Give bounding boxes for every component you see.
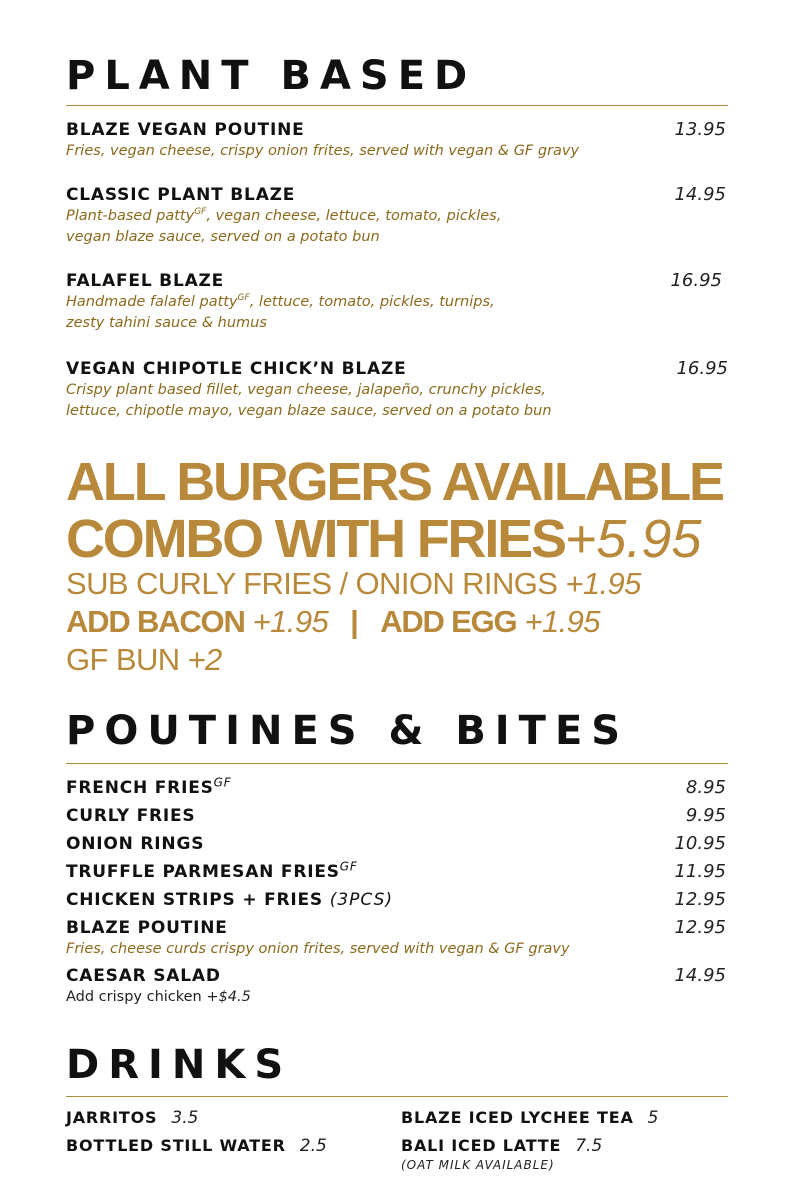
item-price: 16.95 [670, 270, 722, 291]
gluten-free-mark: GF [194, 207, 207, 218]
add-bacon-label: ADD BACON [66, 604, 245, 639]
item-quantity: (3PCS) [329, 890, 393, 910]
drink-name: BALI ICED LATTE [401, 1136, 562, 1155]
addon-price: +$4.5 [206, 989, 251, 1005]
item-price: 8.95 [685, 777, 726, 798]
item-name: FRENCH $FRIES^{GF}$ [66, 775, 232, 798]
item-description: Fries, cheese curds crispy onion frites, served with vegan & GF gravy [66, 941, 570, 957]
gf-bun-price: +2 [187, 642, 222, 677]
promo-combo-line: COMBO WITH FRIES+5.95 [66, 509, 702, 569]
drink-price: 5 [647, 1108, 659, 1128]
item-price: 16.95 [676, 358, 728, 379]
item-description-line-2: lettuce, chipotle mayo, vegan blaze sauce, served on a potato bun [66, 403, 552, 419]
item-price: 14.95 [674, 965, 726, 986]
section-divider [66, 1096, 728, 1097]
section-title-drinks: DRINKS [66, 1042, 293, 1088]
promo-headline: ALL BURGERS AVAILABLE [66, 452, 723, 512]
menu-item-blaze-vegan-poutine [66, 119, 728, 162]
item-addon: Add crispy chicken +$4.5 [66, 989, 251, 1005]
promo-addons-line [66, 606, 600, 637]
item-price: 10.95 [674, 833, 726, 854]
menu-item-french-fries [66, 777, 728, 799]
item-name: VEGAN CHIPOTLE CHICK’N BLAZE [66, 359, 407, 379]
item-price: 12.95 [674, 917, 726, 938]
item-price: 12.95 [674, 889, 726, 910]
item-price: 13.95 [674, 119, 726, 140]
item-description-line-2: vegan blaze sauce, served on a potato bun [66, 229, 380, 245]
item-name: ONION RINGS [66, 834, 205, 854]
item-name: BLAZE POUTINE [66, 918, 228, 938]
add-egg-label: ADD EGG [380, 604, 517, 639]
drink-name: BLAZE ICED LYCHEE TEA [401, 1108, 634, 1127]
drink-item-jarritos [66, 1108, 198, 1128]
item-name: CURLY FRIES [66, 806, 196, 826]
drink-price: 2.5 [299, 1136, 327, 1156]
drink-name: BOTTLED STILL WATER [66, 1136, 286, 1155]
add-bacon-price: +1.95 [252, 604, 329, 639]
drink-name: JARRITOS [66, 1108, 158, 1127]
drink-item-bali-iced-latte [401, 1136, 602, 1156]
gluten-free-mark: GF [339, 859, 358, 874]
item-description: Fries, vegan cheese, crispy onion frites, served with vegan & GF gravy [66, 143, 580, 159]
drink-item-bottled-still-water [66, 1136, 327, 1156]
drink-note-oat-milk: (OAT MILK AVAILABLE) [401, 1158, 555, 1172]
item-description-line-2: zesty tahini sauce & humus [66, 315, 267, 331]
item-name: BLAZE VEGAN POUTINE [66, 120, 305, 140]
section-title-poutines-bites: POUTINES & BITES [66, 708, 630, 754]
gluten-free-mark: GF [213, 775, 232, 790]
combo-price: +5.95 [564, 509, 702, 569]
section-divider [66, 763, 728, 764]
drink-item-blaze-iced-lychee-tea [401, 1108, 659, 1128]
promo-gf-bun-line: GF BUN +2 [66, 642, 222, 677]
sub-price: +1.95 [565, 566, 641, 601]
item-description: Crispy plant based fillet, vegan cheese, jalapeño, crunchy pickles, [66, 382, 546, 398]
item-price: 14.95 [674, 184, 726, 205]
menu-item-blaze-poutine [66, 917, 728, 960]
item-name: CAESAR SALAD [66, 966, 221, 986]
item-name: CHICKEN STRIPS + FRIES (3PCS) [66, 890, 393, 910]
menu-item-truffle-parmesan-fries [66, 861, 728, 883]
item-description: Handmade falafel patty$^{GF}$, lettuce, tomato, pickles, turnips, [66, 293, 495, 310]
item-description: Plant-based patty$^{GF}$, vegan cheese, lettuce, tomato, pickles, [66, 207, 502, 224]
item-price: 9.95 [685, 805, 726, 826]
section-title-plant-based: PLANT BASED [66, 53, 477, 99]
menu-item-onion-rings [66, 833, 728, 855]
menu-item-falafel-blaze [66, 270, 728, 334]
drink-price: 7.5 [575, 1136, 603, 1156]
section-divider [66, 105, 728, 106]
drink-price: 3.5 [171, 1108, 199, 1128]
menu-item-caesar-salad [66, 965, 728, 1008]
menu-item-curly-fries [66, 805, 728, 827]
menu-item-vegan-chipotle-chickn-blaze [66, 358, 728, 422]
gluten-free-mark: GF [237, 293, 250, 304]
add-egg-price: +1.95 [524, 604, 600, 639]
item-name: CLASSIC PLANT BLAZE [66, 185, 296, 205]
menu-item-chicken-strips-fries [66, 889, 728, 911]
item-name: TRUFFLE PARMESAN $FRIES^{GF}$ [66, 859, 358, 882]
addon-separator: | [350, 604, 359, 639]
promo-sub-fries-line: SUB CURLY FRIES / ONION RINGS +1.95 [66, 566, 641, 601]
item-price: 11.95 [674, 861, 726, 882]
item-name: FALAFEL BLAZE [66, 271, 225, 291]
menu-item-classic-plant-blaze [66, 184, 728, 248]
